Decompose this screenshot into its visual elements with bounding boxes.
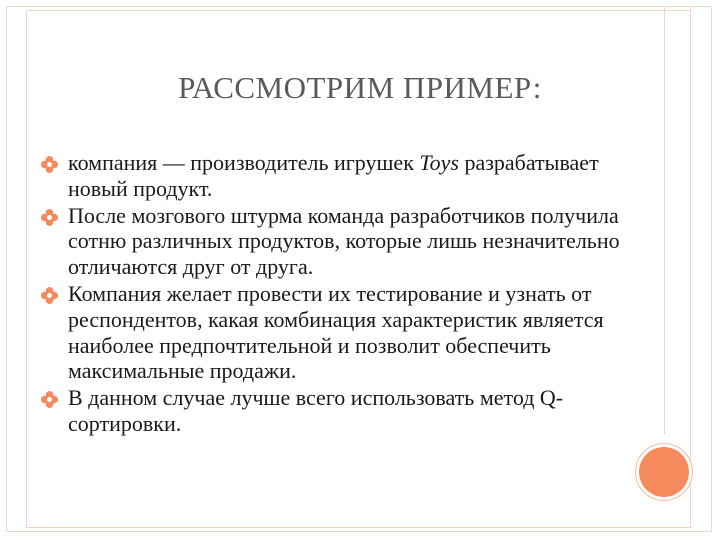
flower-icon	[40, 208, 59, 227]
bullet-text: Компания желает провести их тестирование и узнать от респондентов, какая комбинация характеристик является наиболее предпочтительной и позволит обеспечить максимальные продажи.	[68, 280, 604, 384]
circle-ornament	[639, 447, 689, 497]
bullet-italic: Toys	[419, 150, 459, 175]
list-item	[40, 203, 630, 280]
bullet-text: В данном случае лучше всего использовать метод Q-сортировки.	[68, 385, 564, 436]
slide-title: РАССМОТРИМ ПРИМЕР:	[178, 70, 542, 105]
list-item	[40, 385, 630, 437]
flower-icon	[40, 155, 59, 174]
bullet-text: компания — производитель игрушек	[68, 150, 420, 175]
list-item	[40, 281, 630, 384]
list-item	[40, 150, 630, 202]
flower-icon	[40, 286, 59, 305]
bullet-list	[40, 150, 630, 438]
bullet-text: После мозгового штурма команда разработчиков получила сотню различных продуктов, которые лишь незначительно отличаются друг от друга.	[68, 202, 620, 280]
bullet-text-continued: разрабатывает новый продукт.	[68, 150, 599, 201]
flower-icon	[40, 390, 59, 409]
